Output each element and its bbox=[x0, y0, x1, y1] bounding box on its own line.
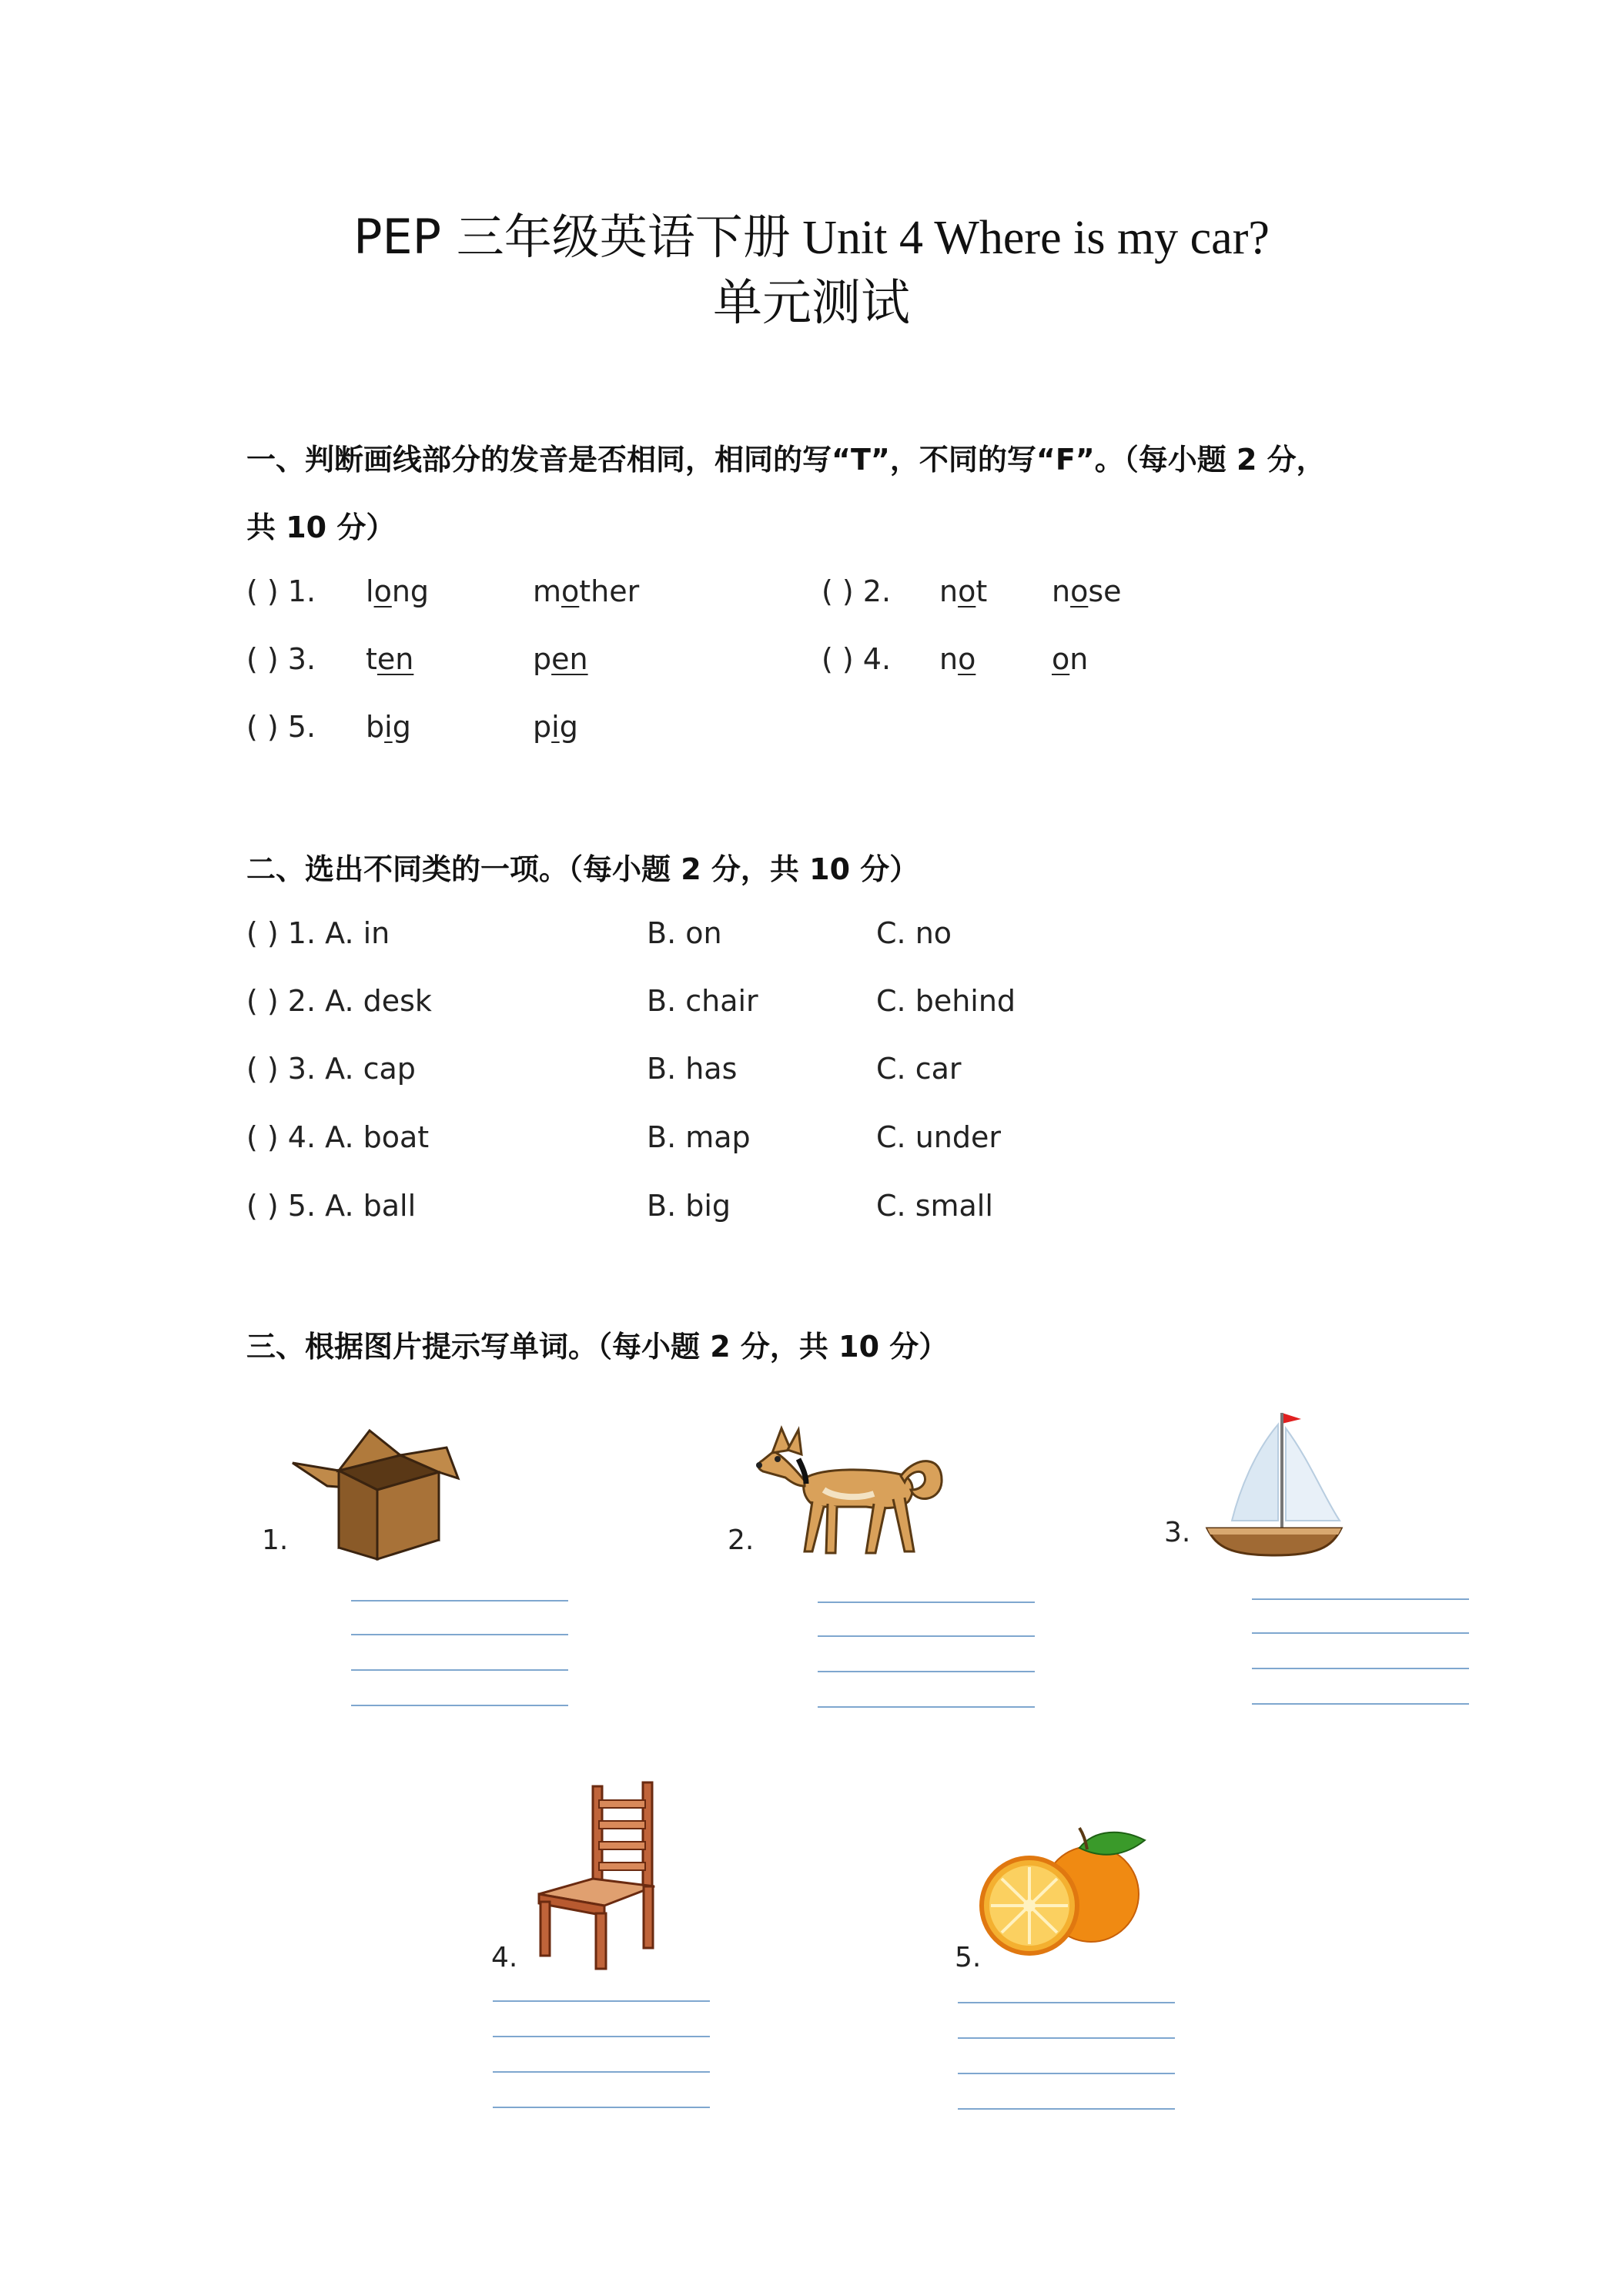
s2-q3-option-b: B. has bbox=[647, 1052, 738, 1086]
s1-q3-word1: ten bbox=[366, 642, 414, 676]
s1-q5-word1: big bbox=[366, 710, 411, 744]
s1-q4-word2: on bbox=[1052, 642, 1089, 676]
s1-q1-label[interactable]: ( ) 1. bbox=[246, 574, 316, 608]
s1-q5-label[interactable]: ( ) 5. bbox=[246, 710, 316, 744]
s3-q3-number: 3. bbox=[1164, 1517, 1191, 1548]
s3-q1-line-1[interactable] bbox=[351, 1600, 568, 1602]
box-icon bbox=[285, 1424, 462, 1563]
dog-icon bbox=[751, 1413, 951, 1563]
boat-icon bbox=[1201, 1397, 1347, 1567]
chair-icon bbox=[531, 1779, 662, 1971]
s2-q4-option-b: B. map bbox=[647, 1120, 751, 1154]
s1-q2-word1: not bbox=[939, 574, 988, 608]
s3-q2-line-2[interactable] bbox=[818, 1635, 1035, 1637]
title-prefix: PEP 三年级英语下册 bbox=[353, 209, 791, 265]
section2-heading: 二、选出不同类的一项。（每小题 2 分，共 10 分） bbox=[246, 852, 919, 886]
title-unit: Unit 4 Where is my car? bbox=[790, 212, 1270, 264]
s3-q1-line-2[interactable] bbox=[351, 1634, 568, 1635]
s2-q2-option-b: B. chair bbox=[647, 984, 758, 1018]
s2-q4-option-c: C. under bbox=[876, 1120, 1001, 1154]
orange-icon bbox=[979, 1817, 1156, 1960]
s1-q2-label[interactable]: ( ) 2. bbox=[822, 574, 892, 608]
s2-q5-option-b: B. big bbox=[647, 1189, 731, 1223]
s2-q1-option-c: C. no bbox=[876, 916, 952, 950]
s3-q5-line-2[interactable] bbox=[958, 2037, 1175, 2039]
s2-q5-option-c: C. small bbox=[876, 1189, 993, 1223]
s2-q3-label[interactable]: ( ) 3. A. cap bbox=[246, 1052, 416, 1086]
s3-q5-number: 5. bbox=[955, 1942, 982, 1973]
s3-q4-line-4[interactable] bbox=[493, 2107, 710, 2108]
s1-q3-label[interactable]: ( ) 3. bbox=[246, 642, 316, 676]
s3-q2-line-3[interactable] bbox=[818, 1671, 1035, 1672]
page-title bbox=[0, 199, 1623, 267]
s3-q5-line-4[interactable] bbox=[958, 2108, 1175, 2110]
s2-q5-label[interactable]: ( ) 5. A. ball bbox=[246, 1189, 417, 1223]
s3-q4-line-1[interactable] bbox=[493, 2000, 710, 2002]
s3-q5-line-3[interactable] bbox=[958, 2073, 1175, 2074]
s2-q2-label[interactable]: ( ) 2. A. desk bbox=[246, 984, 432, 1018]
s1-q1-word2: mother bbox=[533, 574, 640, 608]
s3-q2-line-1[interactable] bbox=[818, 1602, 1035, 1603]
s3-q3-line-4[interactable] bbox=[1252, 1703, 1469, 1705]
s3-q1-line-4[interactable] bbox=[351, 1705, 568, 1706]
s1-q4-word1: no bbox=[939, 642, 976, 676]
s3-q5-line-1[interactable] bbox=[958, 2002, 1175, 2003]
page-subtitle: 单元测试 bbox=[713, 275, 910, 332]
s3-q1-line-3[interactable] bbox=[351, 1669, 568, 1671]
s2-q1-option-b: B. on bbox=[647, 916, 722, 950]
s1-q3-word2: pen bbox=[533, 642, 588, 676]
s3-q3-line-2[interactable] bbox=[1252, 1632, 1469, 1634]
s1-q1-word1: long bbox=[366, 574, 430, 608]
section1-heading: 一、判断画线部分的发音是否相同，相同的写“T”，不同的写“F”。（每小题 2 分， bbox=[246, 443, 1326, 477]
s3-q3-line-1[interactable] bbox=[1252, 1598, 1469, 1600]
s2-q2-option-c: C. behind bbox=[876, 984, 1016, 1018]
s2-q3-option-c: C. car bbox=[876, 1052, 962, 1086]
s3-q3-line-3[interactable] bbox=[1252, 1668, 1469, 1669]
s3-q2-line-4[interactable] bbox=[818, 1706, 1035, 1708]
s3-q4-number: 4. bbox=[491, 1942, 518, 1973]
s3-q2-number: 2. bbox=[728, 1525, 755, 1556]
s3-q4-line-2[interactable] bbox=[493, 2036, 710, 2037]
s3-q1-number: 1. bbox=[262, 1525, 289, 1556]
s1-q5-word2: pig bbox=[533, 710, 578, 744]
s1-q4-label[interactable]: ( ) 4. bbox=[822, 642, 892, 676]
section3-heading: 三、根据图片提示写单词。（每小题 2 分，共 10 分） bbox=[246, 1330, 949, 1364]
s3-q4-line-3[interactable] bbox=[493, 2071, 710, 2073]
section1-heading-cont: 共 10 分） bbox=[246, 510, 396, 544]
s2-q4-label[interactable]: ( ) 4. A. boat bbox=[246, 1120, 430, 1154]
s2-q1-label[interactable]: ( ) 1. A. in bbox=[246, 916, 390, 950]
s1-q2-word2: nose bbox=[1052, 574, 1122, 608]
